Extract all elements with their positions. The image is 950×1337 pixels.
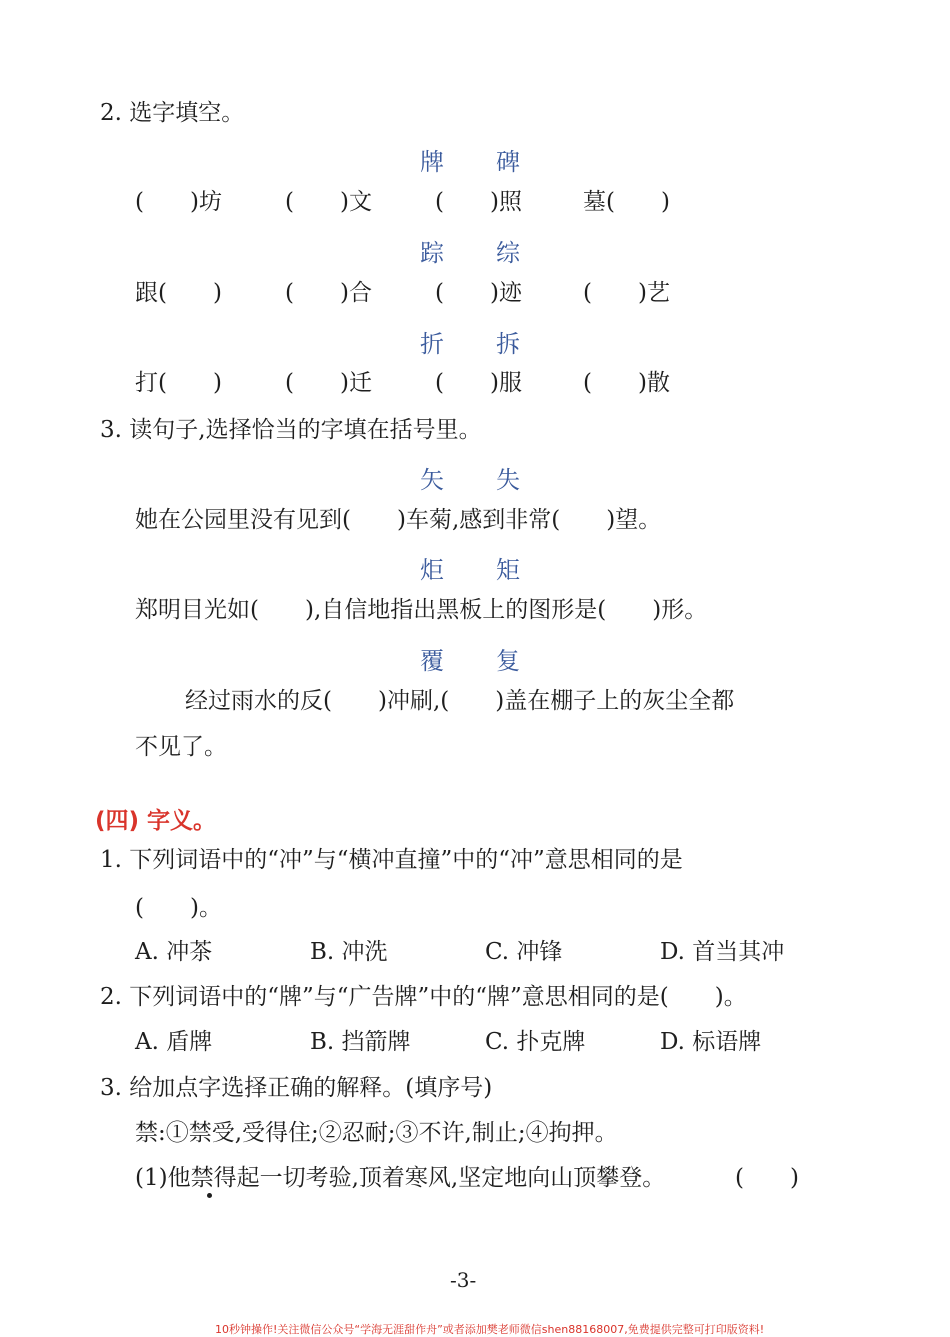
q2-pair1-char2: 碑: [496, 148, 520, 176]
q3-pair2-char2: 矩: [496, 556, 520, 584]
section4-title: (四) 字义。: [95, 808, 217, 834]
emphasis-dot: [207, 1193, 212, 1198]
q2-pair3-char1: 折: [420, 330, 444, 358]
s4-q1-option-c[interactable]: C. 冲锋: [485, 939, 563, 965]
q2-g2-item2[interactable]: ( )合: [285, 280, 372, 306]
s4-q3-sub1-blank[interactable]: ( ): [735, 1165, 799, 1191]
s4-q2-option-c[interactable]: C. 扑克牌: [485, 1029, 586, 1055]
q2-g3-item4[interactable]: ( )散: [583, 370, 670, 396]
s4-q1-stem: 1. 下列词语中的“冲”与“横冲直撞”中的“冲”意思相同的是: [100, 847, 683, 873]
q2-pair2-char1: 踪: [420, 239, 444, 267]
s4-q3-sub1: (1)他禁得起一切考验,顶着寒风,坚定地向山顶攀登。: [135, 1165, 666, 1191]
q2-pair2-char2: 综: [496, 239, 520, 267]
page-number: -3-: [450, 1268, 477, 1292]
s4-q1-option-b[interactable]: B. 冲洗: [310, 939, 388, 965]
s4-q2-option-a[interactable]: A. 盾牌: [135, 1029, 213, 1055]
s4-q2-stem: 2. 下列词语中的“牌”与“广告牌”中的“牌”意思相同的是( )。: [100, 984, 747, 1010]
q3-pair3-char2: 复: [496, 647, 520, 675]
q2-g3-item3[interactable]: ( )服: [435, 370, 522, 396]
q3-sentence3-line2: 不见了。: [135, 734, 227, 760]
q3-sentence2[interactable]: 郑明目光如( ),自信地指出黑板上的图形是( )形。: [135, 597, 708, 623]
q2-heading: 2. 选字填空。: [100, 100, 245, 126]
q2-g3-item1[interactable]: 打( ): [135, 370, 222, 396]
footer-note: 10秒钟操作!关注微信公众号“学海无涯甜作舟”或者添加樊老师微信shen88168007,免费提供完整可打印版资料!: [215, 1323, 765, 1336]
q2-g1-item1[interactable]: ( )坊: [135, 189, 222, 215]
q3-pair1-char2: 失: [496, 466, 520, 494]
q3-pair2-char1: 炬: [420, 556, 444, 584]
q2-g2-item1[interactable]: 跟( ): [135, 280, 222, 306]
s4-q2-option-b[interactable]: B. 挡箭牌: [310, 1029, 411, 1055]
q2-g1-item3[interactable]: ( )照: [435, 189, 522, 215]
q2-g3-item2[interactable]: ( )迁: [285, 370, 372, 396]
s4-q3-stem: 3. 给加点字选择正确的解释。(填序号): [100, 1075, 493, 1101]
q2-g2-item4[interactable]: ( )艺: [583, 280, 670, 306]
q3-heading: 3. 读句子,选择恰当的字填在括号里。: [100, 417, 482, 443]
q2-pair1-char1: 牌: [420, 148, 444, 176]
q2-g2-item3[interactable]: ( )迹: [435, 280, 522, 306]
s4-q1-option-a[interactable]: A. 冲茶: [135, 939, 213, 965]
q3-pair3-char1: 覆: [420, 647, 444, 675]
q3-sentence1[interactable]: 她在公园里没有见到( )车菊,感到非常( )望。: [135, 507, 662, 533]
q3-sentence3-line1[interactable]: 经过雨水的反( )冲刷,( )盖在棚子上的灰尘全都: [185, 688, 735, 714]
s4-q2-option-d[interactable]: D. 标语牌: [660, 1029, 762, 1055]
s4-q3-definitions: 禁:①禁受,受得住;②忍耐;③不许,制止;④拘押。: [135, 1120, 618, 1146]
q2-g1-item4[interactable]: 墓( ): [583, 189, 670, 215]
q2-g1-item2[interactable]: ( )文: [285, 189, 372, 215]
s4-q1-option-d[interactable]: D. 首当其冲: [660, 939, 785, 965]
s4-q1-blank[interactable]: ( )。: [135, 895, 222, 921]
q3-pair1-char1: 矢: [420, 466, 444, 494]
q2-pair3-char2: 拆: [496, 330, 520, 358]
